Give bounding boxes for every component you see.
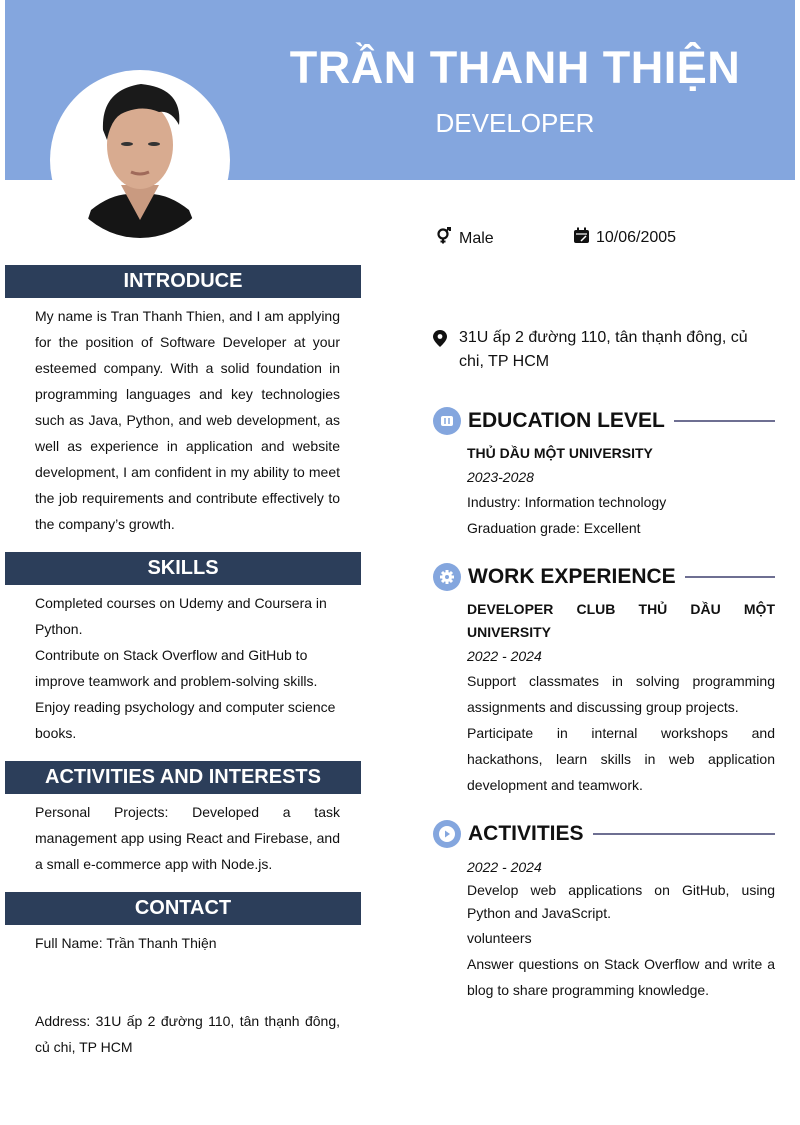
section-interests-header: ACTIVITIES AND INTERESTS: [5, 761, 361, 794]
activities-details: [467, 855, 775, 1003]
skills-list: [35, 590, 340, 746]
education-school: THỦ DẦU MỘT UNIVERSITY: [467, 445, 653, 461]
activity-item: Answer questions on Stack Overflow and write a blog to share programming knowledge.: [467, 956, 775, 998]
section-education-header: [433, 407, 775, 435]
section-introduce-header: INTRODUCE: [5, 265, 361, 298]
avatar: [61, 80, 219, 238]
gender-value: Male: [459, 229, 494, 247]
gender-info: [435, 227, 494, 250]
activity-item: volunteers: [467, 930, 532, 946]
section-title: EDUCATION LEVEL: [468, 409, 665, 432]
address-value: 31U ấp 2 đường 110, tân thạnh đông, củ chi, TP HCM: [459, 329, 748, 370]
interests-text: Personal Projects: Developed a task management app using React and Firebase, and a small e-commerce app with Node.js.: [35, 804, 340, 872]
skill-item: Contribute on Stack Overflow and GitHub to improve teamwork and problem-solving skills.: [35, 647, 318, 689]
education-grade: Graduation grade: Excellent: [467, 520, 641, 536]
section-divider: [685, 576, 775, 578]
section-work-header: [433, 563, 775, 591]
candidate-name: TRẦN THANH THIỆN: [289, 42, 741, 93]
education-period: 2023-2028: [467, 469, 534, 485]
calendar-icon: [573, 227, 590, 249]
work-period: 2022 - 2024: [467, 648, 542, 664]
candidate-role: DEVELOPER: [435, 108, 595, 138]
work-details: [467, 598, 775, 798]
introduce-text: My name is Tran Thanh Thien, and I am applying for the position of Software Developer at your esteemed company. With a solid foundation in programming languages and key technologies such as Java, Python, and web development, as well as experience in application and website development, I am confident in my ability to meet the job requirements and contribute effectively to the company’s growth.: [35, 308, 340, 532]
play-circle-icon: [433, 820, 461, 848]
section-activities-header: [433, 820, 775, 848]
skill-item: Enjoy reading psychology and computer science books.: [35, 699, 336, 741]
contact-full-name: Full Name: Trần Thanh Thiện: [35, 935, 217, 951]
gender-icon: [435, 227, 453, 250]
section-skills-header: SKILLS: [5, 552, 361, 585]
education-industry: Industry: Information technology: [467, 494, 667, 510]
section-divider: [593, 833, 775, 835]
education-details: [467, 442, 775, 541]
birthdate-value: 10/06/2005: [596, 229, 677, 246]
gear-icon: [433, 563, 461, 591]
work-item: Participate in internal workshops and hackathons, learn skills in web application development and teamwork.: [467, 725, 775, 793]
address-info: [433, 326, 773, 374]
section-contact-header: CONTACT: [5, 892, 361, 925]
activities-period: 2022 - 2024: [467, 859, 542, 875]
skill-item: Completed courses on Udemy and Coursera in Python.: [35, 595, 327, 637]
contact-address: Address: 31U ấp 2 đường 110, tân thạnh đông, củ chi, TP HCM: [35, 1013, 340, 1055]
section-divider: [674, 420, 775, 422]
activity-item: Develop web applications on GitHub, using Python and JavaScript.: [467, 882, 775, 921]
work-organization: DEVELOPER CLUB THỦ DẦU MỘT UNIVERSITY: [467, 601, 775, 640]
section-title: WORK EXPERIENCE: [468, 565, 676, 588]
location-pin-icon: [433, 326, 459, 374]
section-title: ACTIVITIES: [468, 822, 584, 845]
birthdate-info: [573, 227, 676, 249]
book-icon: [433, 407, 461, 435]
work-item: Support classmates in solving programming assignments and discussing group projects.: [467, 673, 775, 715]
